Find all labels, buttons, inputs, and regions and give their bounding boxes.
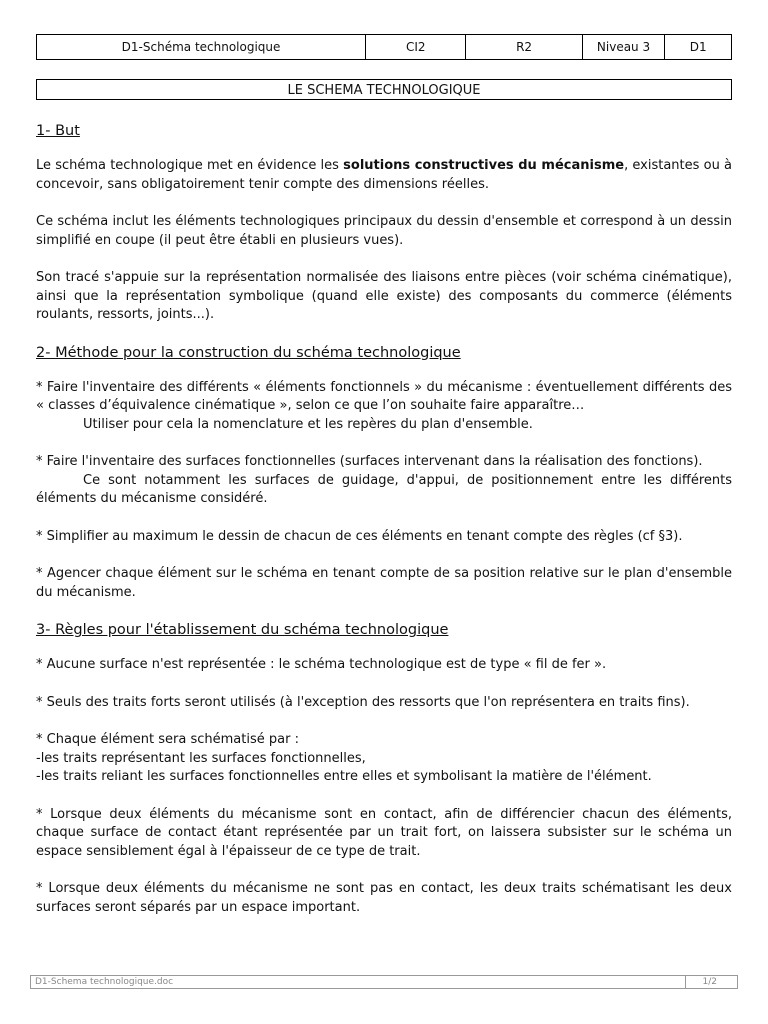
header-code: D1 (665, 35, 732, 60)
page-footer (30, 975, 738, 989)
footer-page-number: 1/2 (702, 977, 717, 987)
section-3-list-item-1: -les traits représentant les surfaces fonctionnelles, (36, 750, 366, 766)
footer-filename: D1-Schema technologique.doc (35, 977, 174, 987)
section-2-paragraph-4: * Agencer chaque élément sur le schéma en tenant compte de sa position relative sur le plan d'ensemble du mécanisme. (36, 566, 732, 600)
section-3-heading: 3- Règles pour l'établissement du schéma technologique (36, 622, 449, 638)
text-span: , existantes ou à concevoir, sans obligatoirement tenir compte des dimensions réelles. (36, 158, 732, 192)
section-3-paragraph-4: * Lorsque deux éléments du mécanisme sont en contact, afin de différencier chacun des éléments, chaque surface de contact étant représentée par un trait fort, on laissera subsister sur le schéma un espace sensiblement égal à l'épaisseur de ce type de trait. (36, 806, 732, 859)
section-1-paragraph-3: Son tracé s'appuie sur la représentation normalisée des liaisons entre pièces (voir schéma cinématique), ainsi que la représentation symbolique (quand elle existe) des composants du commerce (éléments roulants, ressorts, joints...). (36, 270, 732, 322)
section-2-paragraph-2-indent: Ce sont notamment les surfaces de guidage, d'appui, de positionnement entre les différents éléments du mécanisme considéré. (36, 472, 732, 506)
header-niveau: Niveau 3 (582, 35, 665, 60)
header-doc-title: D1-Schéma technologique (37, 35, 366, 60)
section-1-paragraph-2: Ce schéma inclut les éléments technologiques principaux du dessin d'ensemble et correspond à un dessin simplifié en coupe (il peut être établi en plusieurs vues). (36, 214, 732, 248)
header-table (36, 34, 732, 60)
bold-text: solutions constructives du mécanisme (343, 158, 625, 173)
header-r: R2 (466, 35, 582, 60)
section-3-list-intro: * Chaque élément sera schématisé par : (36, 732, 299, 747)
section-3-paragraph-5: * Lorsque deux éléments du mécanisme ne sont pas en contact, les deux traits schématisant les deux surfaces seront séparés par un espace important. (36, 881, 732, 915)
section-2-heading: 2- Méthode pour la construction du schéma technologique (36, 344, 461, 361)
section-2-paragraph-3: * Simplifier au maximum le dessin de chacun de ces éléments en tenant compte des règles (cf §3). (36, 528, 683, 544)
section-3-list-item-2: -les traits reliant les surfaces fonctionnelles entre elles et symbolisant la matière de l'élément. (36, 769, 652, 784)
section-2-paragraph-1: * Faire l'inventaire des différents « éléments fonctionnels » du mécanisme : éventuellement différents des « classes d’équivalence cinématique », selon ce que l’on souhaite faire apparaître… (36, 379, 732, 413)
section-2-paragraph-1-indent: Utiliser pour cela la nomenclature et les repères du plan d'ensemble. (83, 416, 533, 432)
section-3-paragraph-2: * Seuls des traits forts seront utilisés (à l'exception des ressorts que l'on représentera en traits fins). (36, 694, 690, 710)
section-1-paragraph-1 (36, 157, 732, 194)
section-2-paragraph-2: * Faire l'inventaire des surfaces fonctionnelles (surfaces intervenant dans la réalisation des fonctions). (36, 454, 703, 469)
section-1-heading: 1- But (36, 123, 80, 139)
header-ci: CI2 (366, 35, 466, 60)
text-span: Le schéma technologique met en évidence les (36, 158, 344, 173)
page-title: LE SCHEMA TECHNOLOGIQUE (36, 79, 732, 100)
footer-divider (685, 976, 686, 988)
section-3-paragraph-1: * Aucune surface n'est représentée : le schéma technologique est de type « fil de fer ». (36, 657, 607, 672)
document-body (36, 122, 732, 936)
